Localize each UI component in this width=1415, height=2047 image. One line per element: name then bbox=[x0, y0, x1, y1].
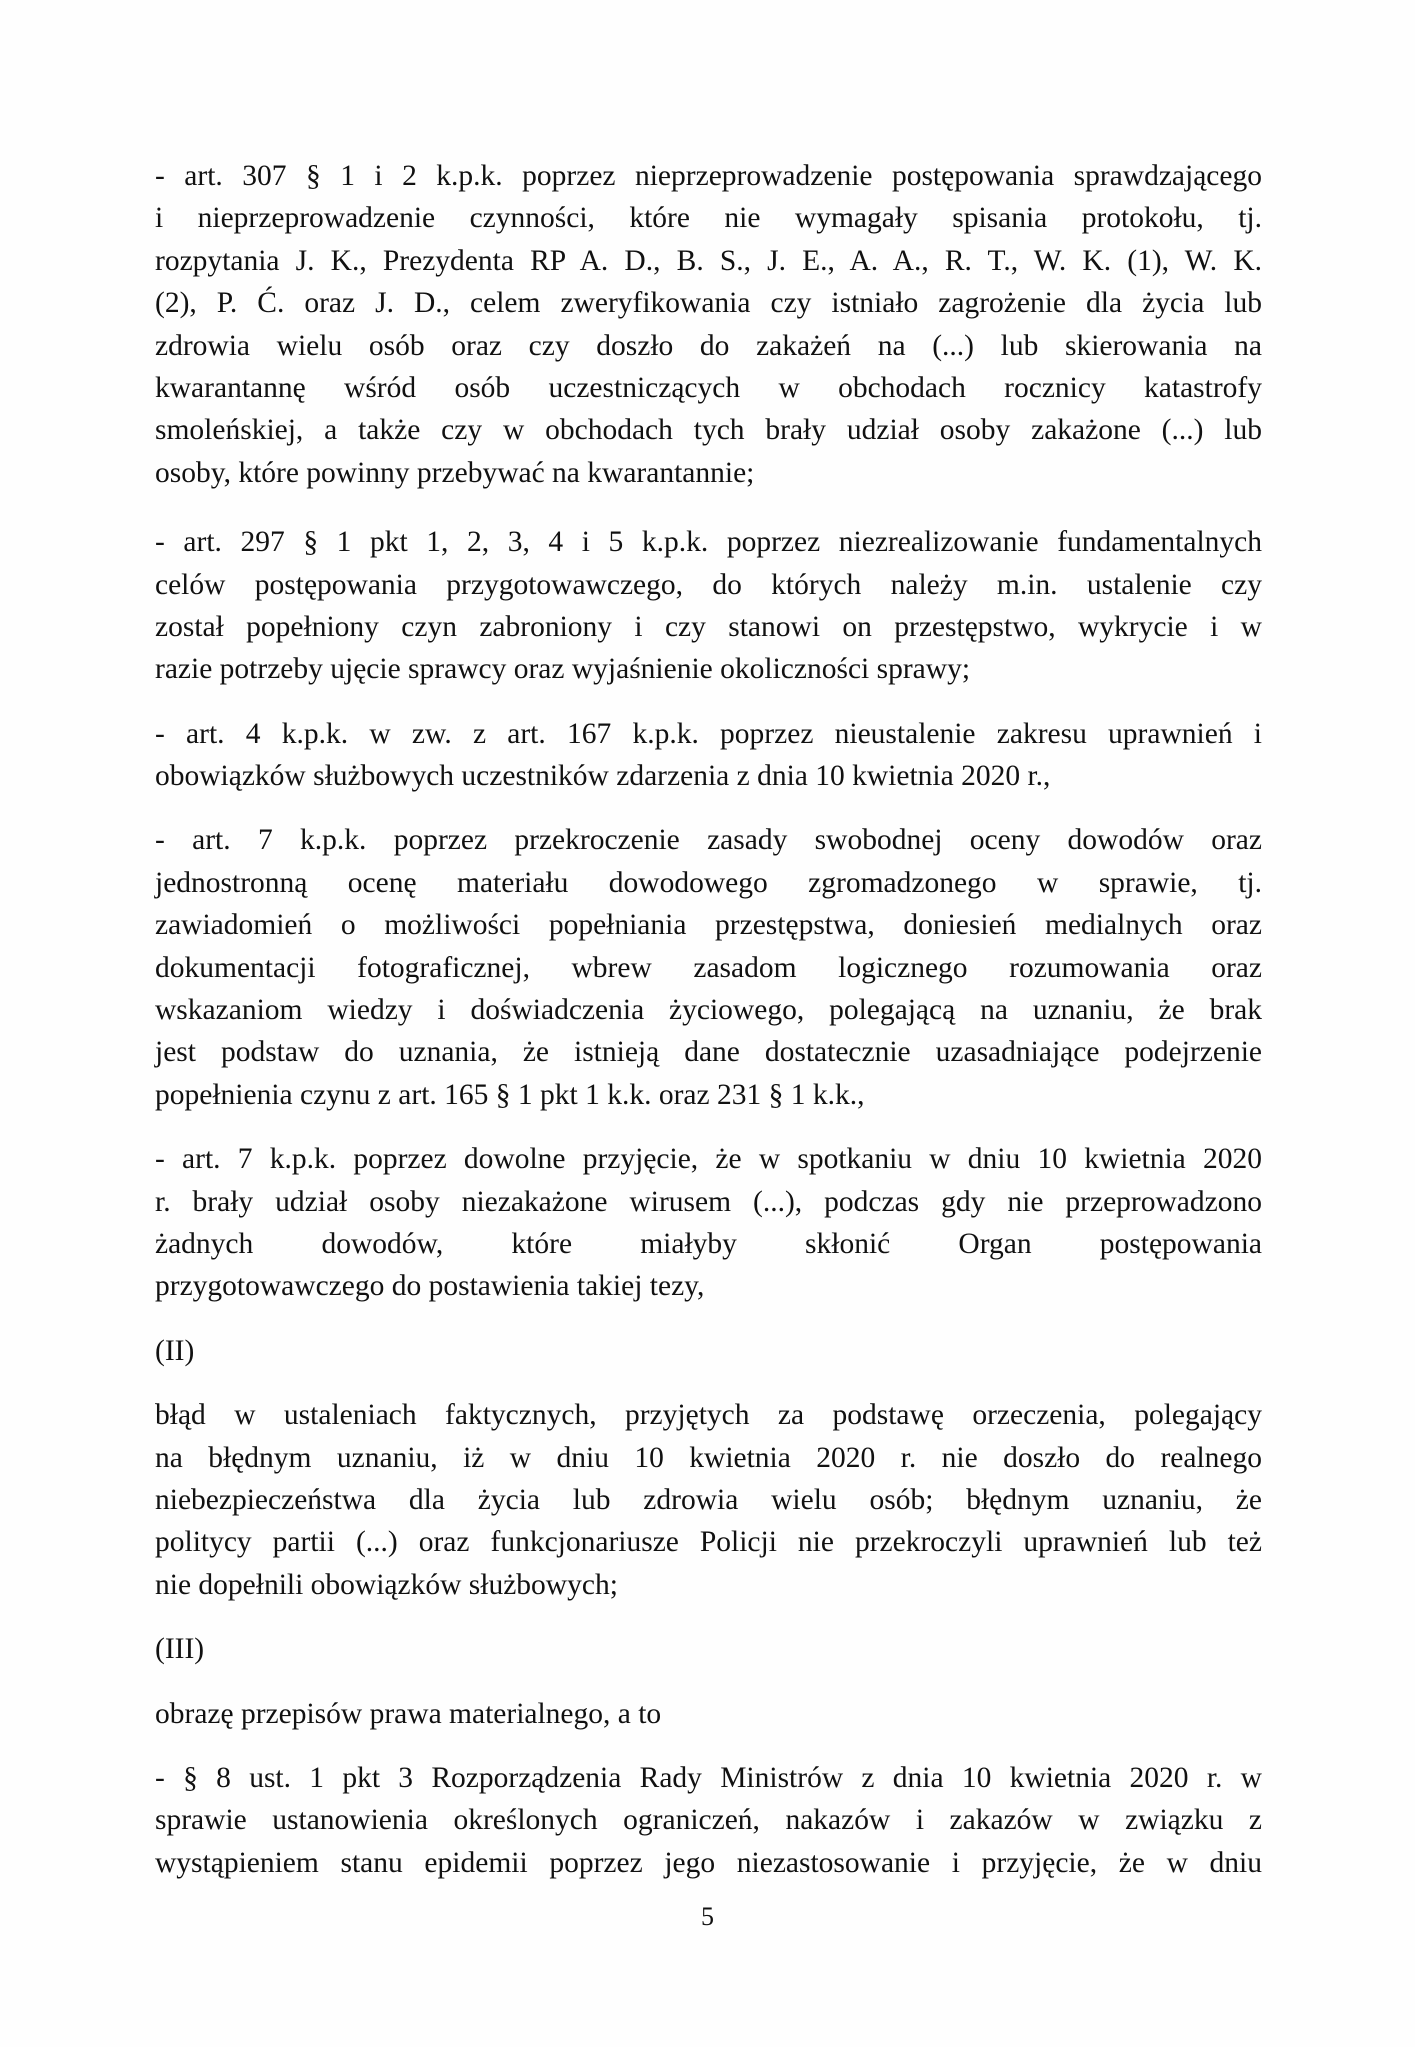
text-line: wskazaniom wiedzy i doświadczenia życiowego, polegającą na uznaniu, że brak bbox=[155, 994, 1262, 1027]
text-line: - art. 4 k.p.k. w zw. z art. 167 k.p.k. poprzez nieustalenie zakresu uprawnień i bbox=[155, 717, 1262, 750]
paragraph bbox=[155, 1757, 1262, 1884]
text-line: przygotowawczego do postawienia takiej tezy, bbox=[155, 1270, 705, 1303]
text-line: żadnych dowodów, które miałyby skłonić Organ postępowania bbox=[155, 1227, 1262, 1260]
text-line: - § 8 ust. 1 pkt 3 Rozporządzenia Rady Ministrów z dnia 10 kwietnia 2020 r. w bbox=[155, 1761, 1262, 1794]
text-line: (II) bbox=[155, 1334, 195, 1367]
text-line: osoby, które powinny przebywać na kwarantannie; bbox=[155, 456, 755, 489]
text-line: i nieprzeprowadzenie czynności, które nie wymagały spisania protokołu, tj. bbox=[155, 202, 1262, 235]
paragraph bbox=[155, 713, 1262, 798]
text-line: razie potrzeby ujęcie sprawcy oraz wyjaśnienie okoliczności sprawy; bbox=[155, 653, 971, 686]
text-line: obowiązków służbowych uczestników zdarzenia z dnia 10 kwietnia 2020 r., bbox=[155, 760, 1051, 793]
text-line: błąd w ustaleniach faktycznych, przyjętych za podstawę orzeczenia, polegający bbox=[155, 1399, 1262, 1432]
document-body bbox=[155, 155, 1262, 1906]
text-line: sprawie ustanowienia określonych ograniczeń, nakazów i zakazów w związku z bbox=[155, 1804, 1262, 1837]
text-line: - art. 7 k.p.k. poprzez dowolne przyjęcie, że w spotkaniu w dniu 10 kwietnia 2020 bbox=[155, 1143, 1262, 1176]
text-line: - art. 297 § 1 pkt 1, 2, 3, 4 i 5 k.p.k. poprzez niezrealizowanie fundamentalnych bbox=[155, 526, 1262, 559]
paragraph bbox=[155, 521, 1262, 691]
text-line: został popełniony czyn zabroniony i czy stanowi on przestępstwo, wykrycie i w bbox=[155, 610, 1262, 643]
paragraph bbox=[155, 1693, 1262, 1735]
paragraph bbox=[155, 819, 1262, 1116]
page-number: 5 bbox=[701, 1902, 714, 1931]
text-line: jednostronną ocenę materiału dowodowego zgromadzonego w sprawie, tj. bbox=[155, 866, 1262, 899]
paragraph bbox=[155, 1628, 1262, 1670]
text-line: na błędnym uznaniu, iż w dniu 10 kwietnia 2020 r. nie doszło do realnego bbox=[155, 1441, 1262, 1474]
text-line: obrazę przepisów prawa materialnego, a to bbox=[155, 1697, 662, 1730]
text-line: celów postępowania przygotowawczego, do których należy m.in. ustalenie czy bbox=[155, 568, 1262, 601]
text-line: popełnienia czynu z art. 165 § 1 pkt 1 k.k. oraz 231 § 1 k.k., bbox=[155, 1078, 865, 1111]
paragraph bbox=[155, 1330, 1262, 1372]
text-line: politycy partii (...) oraz funkcjonariusze Policji nie przekroczyli uprawnień lub też bbox=[155, 1526, 1262, 1559]
paragraph bbox=[155, 1138, 1262, 1308]
text-line: jest podstaw do uznania, że istnieją dane dostatecznie uzasadniające podejrzenie bbox=[155, 1036, 1262, 1069]
text-line: - art. 7 k.p.k. poprzez przekroczenie zasady swobodnej oceny dowodów oraz bbox=[155, 824, 1262, 857]
text-line: smoleńskiej, a także czy w obchodach tych brały udział osoby zakażone (...) lub bbox=[155, 414, 1262, 447]
text-line: (III) bbox=[155, 1633, 205, 1666]
text-line: niebezpieczeństwa dla życia lub zdrowia wielu osób; błędnym uznaniu, że bbox=[155, 1483, 1262, 1516]
text-line: dokumentacji fotograficznej, wbrew zasadom logicznego rozumowania oraz bbox=[155, 951, 1262, 984]
text-line: r. brały udział osoby niezakażone wirusem (...), podczas gdy nie przeprowadzono bbox=[155, 1185, 1262, 1218]
text-line: (2), P. Ć. oraz J. D., celem zweryfikowania czy istniało zagrożenie dla życia lub bbox=[155, 287, 1262, 320]
text-line: wystąpieniem stanu epidemii poprzez jego niezastosowanie i przyjęcie, że w dniu bbox=[155, 1846, 1262, 1879]
text-line: rozpytania J. K., Prezydenta RP A. D., B. S., J. E., A. A., R. T., W. K. (1), W. K. bbox=[155, 244, 1262, 277]
text-line: kwarantannę wśród osób uczestniczących w obchodach rocznicy katastrofy bbox=[155, 371, 1262, 404]
paragraph bbox=[155, 155, 1262, 494]
text-line: zawiadomień o możliwości popełniania przestępstwa, doniesień medialnych oraz bbox=[155, 909, 1262, 942]
paragraph bbox=[155, 1394, 1262, 1606]
text-line: nie dopełnili obowiązków służbowych; bbox=[155, 1568, 618, 1601]
text-line: zdrowia wielu osób oraz czy doszło do zakażeń na (...) lub skierowania na bbox=[155, 329, 1262, 362]
text-line: - art. 307 § 1 i 2 k.p.k. poprzez nieprzeprowadzenie postępowania sprawdzającego bbox=[155, 160, 1262, 192]
